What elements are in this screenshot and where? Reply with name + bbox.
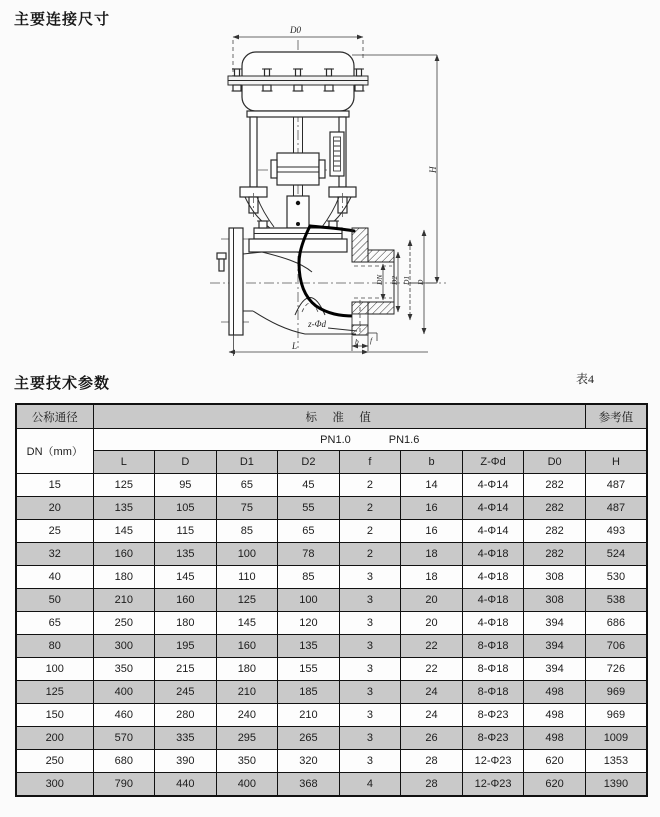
cell: 3 [339,704,401,727]
cell: 100 [16,658,93,681]
cell: 160 [216,635,278,658]
bonnet-bolt [257,221,269,228]
cell: 3 [339,566,401,589]
cell: 55 [278,497,340,520]
cell: 160 [93,543,155,566]
cell: 80 [16,635,93,658]
cell: 210 [278,704,340,727]
table-row [16,520,647,543]
table-body [16,474,647,797]
header-pn-ratings [93,429,647,451]
cell: 3 [339,635,401,658]
cell: 2 [339,497,401,520]
table-row [16,727,647,750]
cell: 538 [585,589,647,612]
cell: 110 [216,566,278,589]
label-f: f [370,336,373,345]
cell: 145 [216,612,278,635]
cell: 125 [216,589,278,612]
travel-indicator [330,132,344,176]
cell: 20 [16,497,93,520]
cell: 282 [524,474,586,497]
column-header: D0 [524,451,586,474]
cell: 4 [339,773,401,797]
column-header: D2 [278,451,340,474]
cell: 686 [585,612,647,635]
cell: 8-Φ18 [462,658,524,681]
cell: 2 [339,474,401,497]
cell: 16 [401,497,463,520]
label-b: b [355,337,359,346]
bonnet-stud [217,253,226,271]
cell: 1009 [585,727,647,750]
table-row [16,612,647,635]
cell: 969 [585,681,647,704]
cell: 200 [16,727,93,750]
cell: 1353 [585,750,647,773]
cell: 24 [401,704,463,727]
cell: 394 [524,658,586,681]
cell: 14 [401,474,463,497]
cell: 28 [401,773,463,797]
cell: 105 [155,497,217,520]
cell: 145 [93,520,155,543]
cell: 145 [155,566,217,589]
cell: 100 [278,589,340,612]
section-title-technical-parameters: 主要技术参数 [14,375,111,392]
cell: 26 [401,727,463,750]
cell: 265 [278,727,340,750]
cell: 282 [524,520,586,543]
cell: 1390 [585,773,647,797]
cell: 4-Φ14 [462,474,524,497]
cell: 24 [401,681,463,704]
cell: 12-Φ23 [462,750,524,773]
cell: 8-Φ23 [462,704,524,727]
cell: 530 [585,566,647,589]
cell: 280 [155,704,217,727]
cell: 390 [155,750,217,773]
cell: 12-Φ23 [462,773,524,797]
table-row [16,704,647,727]
cell: 487 [585,497,647,520]
cell: 498 [524,681,586,704]
cell: 195 [155,635,217,658]
cell: 65 [16,612,93,635]
cell: 25 [16,520,93,543]
table-number-tag: 表4 [576,372,595,386]
table-row [16,589,647,612]
cell: 40 [16,566,93,589]
header-reference-value: 参考值 [585,404,647,429]
cell: 790 [93,773,155,797]
column-header-row [16,451,647,474]
cell: 120 [278,612,340,635]
cell: 18 [401,543,463,566]
cell: 125 [93,474,155,497]
cell: 180 [93,566,155,589]
cell: 16 [401,520,463,543]
cell: 300 [93,635,155,658]
outlet-flange-section [352,228,394,335]
cell: 32 [16,543,93,566]
column-header: H [585,451,647,474]
label-H: H [428,166,438,173]
cell: 20 [401,589,463,612]
label-D0: D0 [290,25,301,35]
cell: 335 [155,727,217,750]
cell: 4-Φ18 [462,589,524,612]
dimension-L [229,335,428,356]
cell: 180 [155,612,217,635]
cell: 308 [524,589,586,612]
cell: 22 [401,658,463,681]
cell: 135 [278,635,340,658]
cell: 400 [93,681,155,704]
table-row [16,750,647,773]
cell: 115 [155,520,217,543]
cell: 726 [585,658,647,681]
cell: 394 [524,635,586,658]
cell: 45 [278,474,340,497]
cell: 3 [339,727,401,750]
label-D: D [416,279,425,285]
cell: 4-Φ18 [462,543,524,566]
cell: 320 [278,750,340,773]
cell: 18 [401,566,463,589]
cell: 155 [278,658,340,681]
table-row [16,566,647,589]
cell: 3 [339,589,401,612]
cell: 3 [339,681,401,704]
cell: 524 [585,543,647,566]
cell: 460 [93,704,155,727]
cell: 620 [524,750,586,773]
pn-1.6: PN1.6 [388,433,420,446]
cell: 295 [216,727,278,750]
cell: 498 [524,727,586,750]
cell: 282 [524,543,586,566]
cell: 394 [524,612,586,635]
label-D1: D1 [402,275,411,285]
cell: 240 [216,704,278,727]
section-title-connection-dimensions: 主要连接尺寸 [14,11,111,28]
cell: 8-Φ18 [462,635,524,658]
cell: 100 [216,543,278,566]
header-nominal-diameter: 公称通径 [16,404,93,429]
label-D2: D2 [390,275,399,285]
column-header: L [93,451,155,474]
column-header: b [401,451,463,474]
cell: 2 [339,543,401,566]
table-row [16,497,647,520]
pn-1.0: PN1.0 [320,433,351,446]
cell: 78 [278,543,340,566]
cell: 8-Φ18 [462,681,524,704]
table-header [16,404,647,474]
cell: 400 [216,773,278,797]
cell: 680 [93,750,155,773]
cell: 282 [524,497,586,520]
cell: 3 [339,750,401,773]
cell: 22 [401,635,463,658]
cell: 95 [155,474,217,497]
cell: 210 [93,589,155,612]
cell: 487 [585,474,647,497]
cell: 210 [216,681,278,704]
cell: 498 [524,704,586,727]
cell: 125 [16,681,93,704]
header-standard-value: 标 准 值 [93,404,585,429]
cell: 4-Φ14 [462,520,524,543]
cell: 85 [278,566,340,589]
table-row [16,658,647,681]
cell: 300 [16,773,93,797]
cell: 85 [216,520,278,543]
label-L: L [292,341,298,351]
cell: 245 [155,681,217,704]
cell: 969 [585,704,647,727]
table-row [16,543,647,566]
column-header: D [155,451,217,474]
cell: 350 [93,658,155,681]
actuator-dome [228,52,368,111]
cell: 50 [16,589,93,612]
cell: 28 [401,750,463,773]
cell: 250 [93,612,155,635]
label-z-phi-d: z-Φd [308,319,326,329]
valve-technical-drawing [0,0,660,370]
column-header: Z-Φd [462,451,524,474]
cell: 215 [155,658,217,681]
cell: 620 [524,773,586,797]
cell: 185 [278,681,340,704]
flange-diameter-dimensions [375,230,425,334]
cell: 135 [93,497,155,520]
cell: 3 [339,612,401,635]
cell: 570 [93,727,155,750]
cell: 65 [278,520,340,543]
cell: 15 [16,474,93,497]
cell: 350 [216,750,278,773]
table-row [16,635,647,658]
cell: 160 [155,589,217,612]
cell: 493 [585,520,647,543]
header-dn-unit: DN（mm） [16,429,93,474]
cell: 135 [155,543,217,566]
cell: 8-Φ23 [462,727,524,750]
cell: 440 [155,773,217,797]
cell: 180 [216,658,278,681]
cell: 2 [339,520,401,543]
cell: 150 [16,704,93,727]
cell: 4-Φ14 [462,497,524,520]
cell: 250 [16,750,93,773]
table-row [16,681,647,704]
cell: 368 [278,773,340,797]
column-header: D1 [216,451,278,474]
cell: 65 [216,474,278,497]
column-header: f [339,451,401,474]
technical-parameters-table [15,403,648,797]
cell: 3 [339,658,401,681]
cell: 706 [585,635,647,658]
label-DN: DN [375,274,384,285]
table-row [16,773,647,797]
cell: 4-Φ18 [462,612,524,635]
table-row [16,474,647,497]
cell: 308 [524,566,586,589]
cell: 20 [401,612,463,635]
cell: 4-Φ18 [462,566,524,589]
cell: 75 [216,497,278,520]
